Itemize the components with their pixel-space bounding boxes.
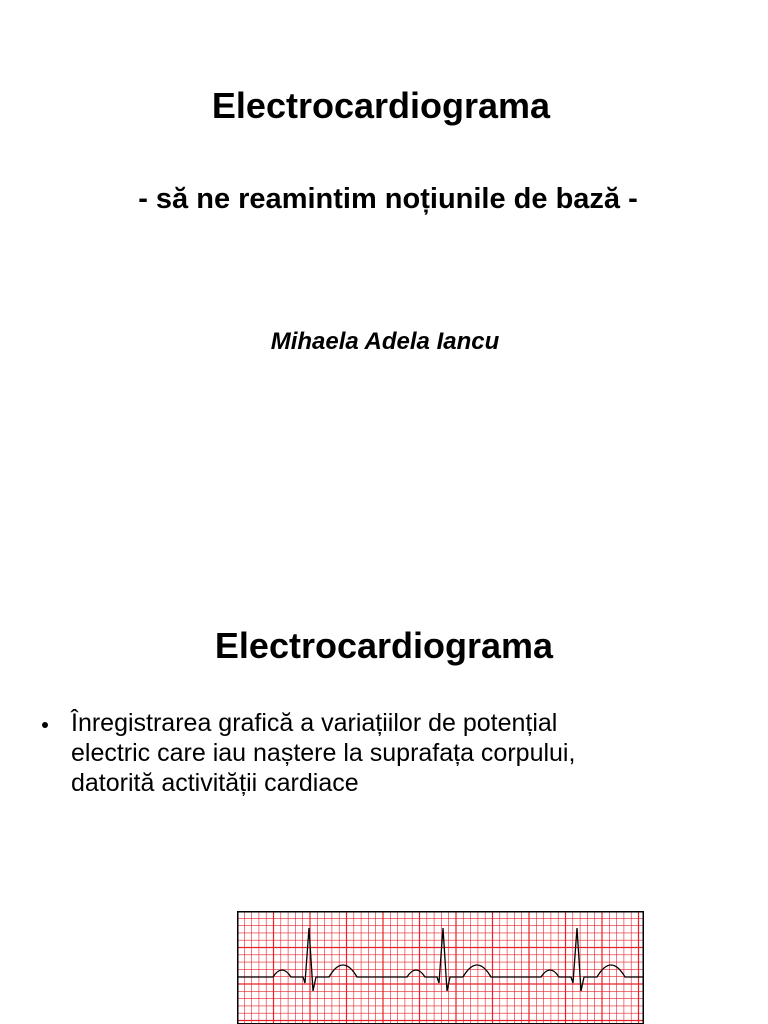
bullet-item [38,708,738,798]
author-name: Mihaela Adela Iancu [270,328,500,355]
presentation-title: Electrocardiograma [211,85,551,126]
bullet-dot-icon [42,722,48,728]
content-slide [0,512,768,1024]
ecg-strip-image [237,911,644,1024]
bullet-line: electric care iau naștere la suprafața corpului, [71,739,576,767]
bullet-line: datorită activității cardiace [71,769,359,797]
bullet-list [38,708,738,798]
slide-title: Electrocardiograma [214,625,554,666]
presentation-subtitle: - să ne reamintim noțiunile de bază - [138,183,638,215]
ecg-grid-graphic [237,911,644,1024]
bullet-line: Înregistrarea grafică a variațiilor de potențial [71,709,558,737]
